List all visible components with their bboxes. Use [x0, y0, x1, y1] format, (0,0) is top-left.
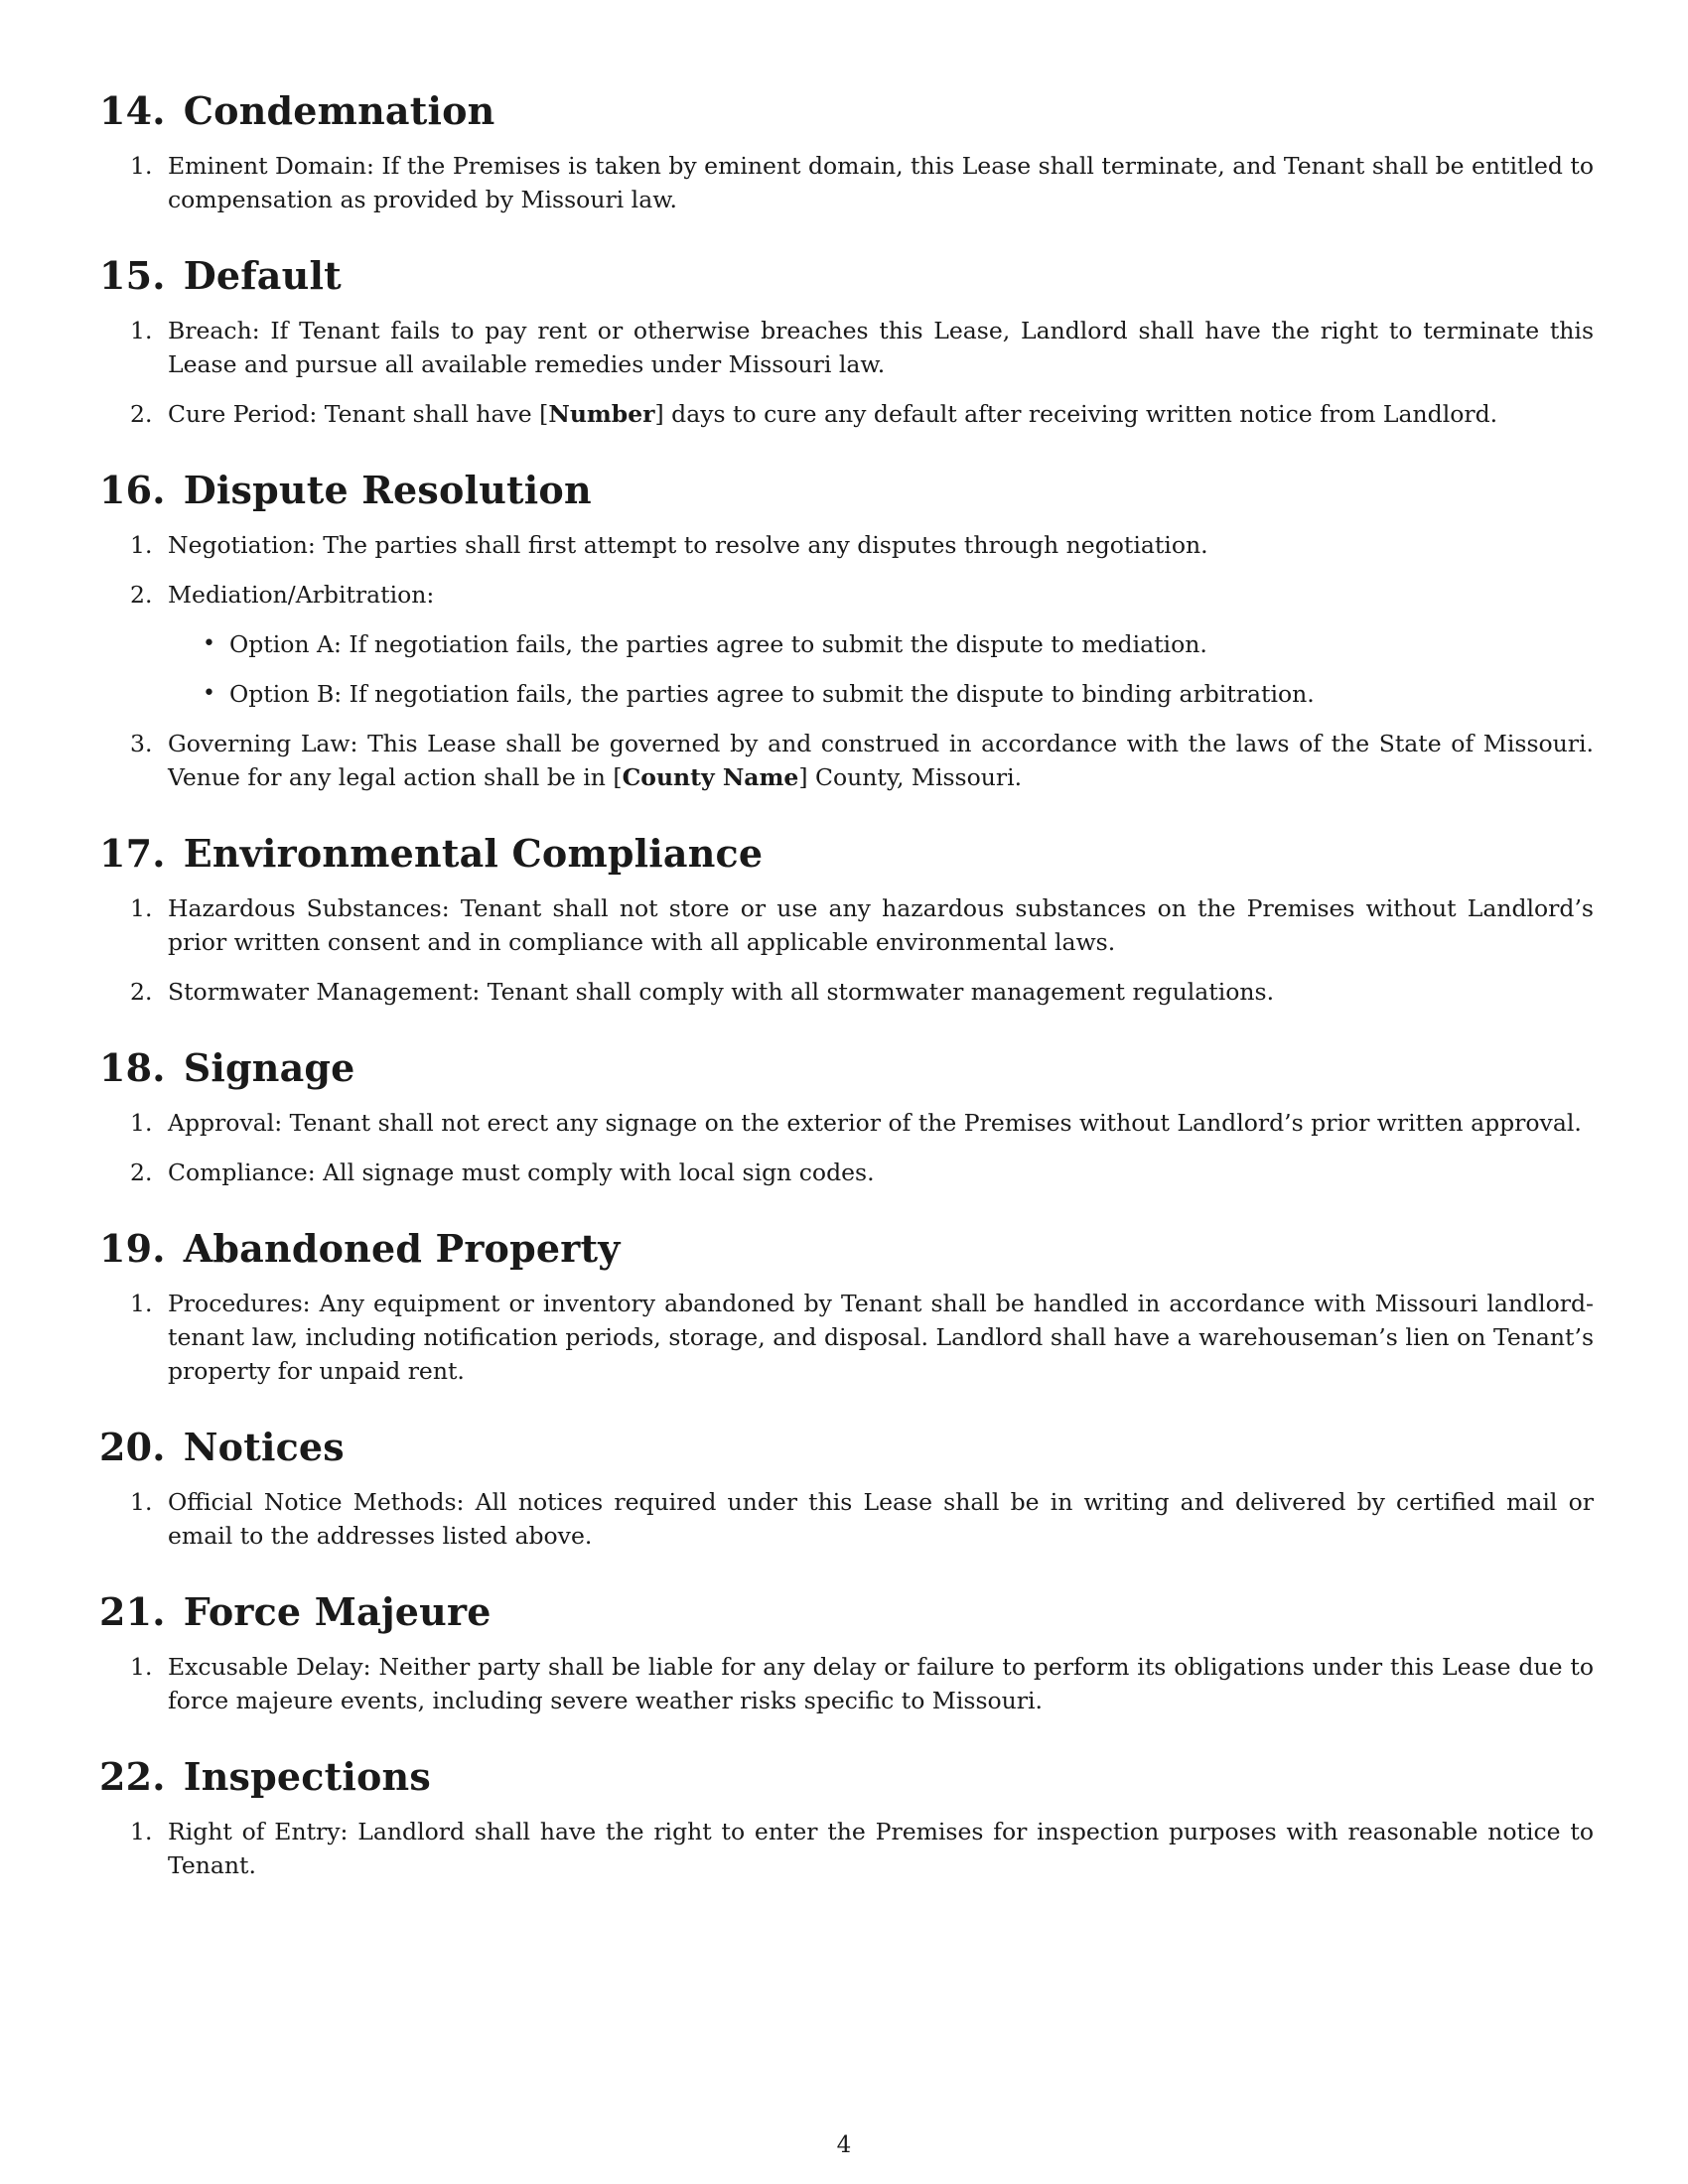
- section-heading: 15. Default: [99, 253, 342, 298]
- section-force-majeure: [99, 1588, 1594, 1717]
- bullet-icon: •: [203, 631, 215, 656]
- clause-item: 2. Mediation/Arbitration: • Option A: If negotiation fails, the parties agree to submit the dispute to mediation. • Option B: If negotiation fails, the parties agree to submit the dispute to binding arbitration.: [99, 578, 1594, 711]
- clause-item: 1. Official Notice Methods: All notices required under this Lease shall be in writing and delivered by certified mail or email to the addresses listed above.: [130, 1488, 1594, 1550]
- clause-list: [99, 1815, 1594, 1882]
- section-dispute-resolution: [99, 467, 1594, 794]
- section-condemnation: [99, 87, 1594, 216]
- clause-list: [99, 314, 1594, 431]
- clause-list: [99, 528, 1594, 794]
- clause-item: 2. Compliance: All signage must comply with local sign codes.: [130, 1159, 875, 1186]
- section-default: [99, 252, 1594, 431]
- section-heading: 20. Notices: [99, 1425, 345, 1469]
- clause-item: 1. Hazardous Substances: Tenant shall not store or use any hazardous substances on the Premises without Landlord’s prior written consent and in compliance with all applicable environmental laws.: [130, 894, 1594, 956]
- clause-item: 1. Negotiation: The parties shall first attempt to resolve any disputes through negotiation.: [130, 531, 1208, 559]
- section-heading: 19. Abandoned Property: [99, 1226, 621, 1271]
- section-heading: 21. Force Majeure: [99, 1589, 492, 1634]
- clause-item: 1. Approval: Tenant shall not erect any signage on the exterior of the Premises without Landlord’s prior written approval.: [130, 1109, 1582, 1137]
- option-item: • Option B: If negotiation fails, the parties agree to submit the dispute to binding arbitration.: [168, 677, 1594, 711]
- clause-item: 2. Stormwater Management: Tenant shall comply with all stormwater management regulations.: [130, 978, 1275, 1006]
- clause-list: [99, 1287, 1594, 1388]
- bullet-icon: •: [203, 681, 215, 706]
- clause-list: [99, 1650, 1594, 1717]
- clause-item: 1. Right of Entry: Landlord shall have the right to enter the Premises for inspection purposes with reasonable notice to Tenant.: [130, 1818, 1594, 1879]
- section-heading: 22. Inspections: [99, 1754, 431, 1799]
- clause-list: [99, 891, 1594, 1009]
- clause-item: 1. Breach: If Tenant fails to pay rent or otherwise breaches this Lease, Landlord shall have the right to terminate this Lease and pursue all available remedies under Missouri law.: [130, 317, 1594, 378]
- section-abandoned-property: [99, 1225, 1594, 1388]
- section-signage: [99, 1044, 1594, 1189]
- document-page: [99, 87, 1594, 1898]
- clause-list: [99, 149, 1594, 216]
- clause-item: 3. Governing Law: This Lease shall be governed by and construed in accordance with the laws of the State of Missouri. Venue for any legal action shall be in [County Name] County, Missouri.: [130, 730, 1594, 791]
- section-heading: 17. Environmental Compliance: [99, 831, 764, 876]
- section-environmental-compliance: [99, 830, 1594, 1009]
- section-inspections: [99, 1753, 1594, 1882]
- page-number: 4: [836, 2132, 852, 2158]
- placeholder-number: Number: [548, 400, 655, 428]
- placeholder-county-name: County Name: [622, 763, 799, 791]
- section-heading: 16. Dispute Resolution: [99, 468, 592, 512]
- option-list: [168, 627, 1594, 711]
- section-heading: 14. Condemnation: [99, 88, 495, 133]
- clause-list: [99, 1485, 1594, 1553]
- clause-item: 1. Eminent Domain: If the Premises is taken by eminent domain, this Lease shall terminate, and Tenant shall be entitled to compensation as provided by Missouri law.: [130, 152, 1594, 213]
- section-heading: 18. Signage: [99, 1045, 355, 1090]
- option-item: • Option A: If negotiation fails, the parties agree to submit the dispute to mediation.: [168, 627, 1594, 661]
- section-notices: [99, 1424, 1594, 1553]
- clause-item: 1. Procedures: Any equipment or inventory abandoned by Tenant shall be handled in accordance with Missouri landlord-tenant law, including notification periods, storage, and disposal. Landlord shall have a warehouseman’s lien on Tenant’s property for unpaid rent.: [130, 1290, 1594, 1385]
- clause-list: [99, 1106, 1594, 1189]
- clause-item: 2. Cure Period: Tenant shall have [Number] days to cure any default after receiving written notice from Landlord.: [130, 400, 1498, 428]
- clause-item: 1. Excusable Delay: Neither party shall be liable for any delay or failure to perform its obligations under this Lease due to force majeure events, including severe weather risks specific to Missouri.: [130, 1653, 1594, 1714]
